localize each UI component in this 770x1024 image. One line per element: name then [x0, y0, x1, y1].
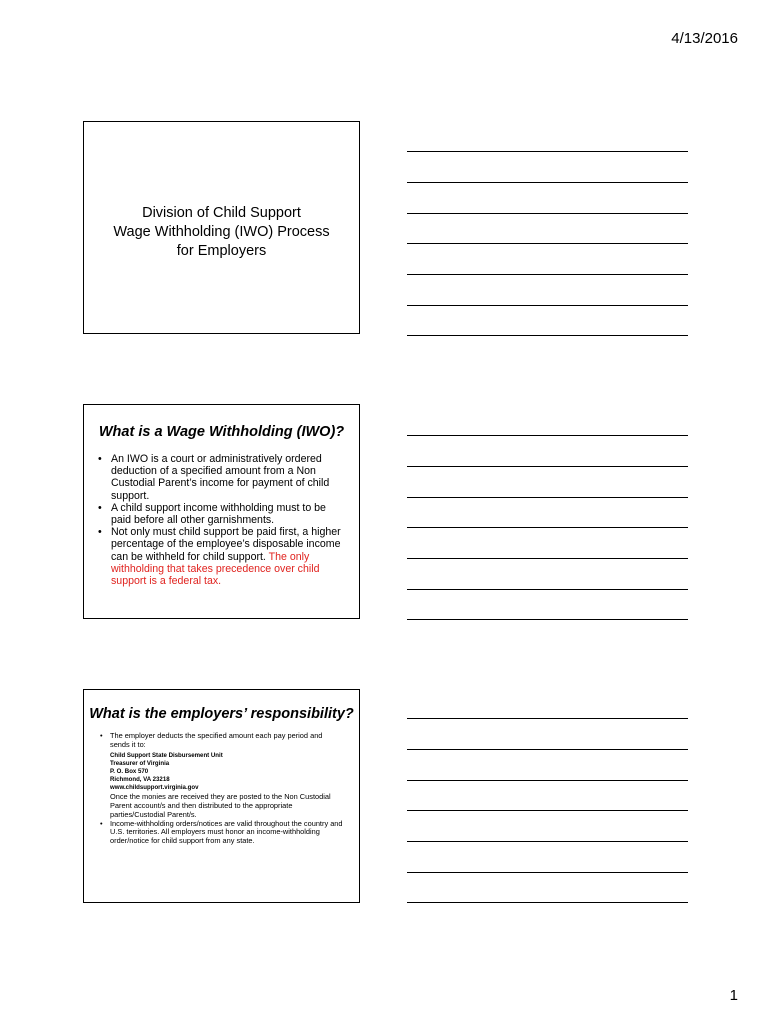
note-line	[407, 213, 688, 214]
bullet-text: An IWO is a court or administratively ordered deduction of a specified amount from a Non Custodial Parent’s income for payment of child support.	[111, 453, 330, 502]
note-line	[407, 810, 688, 811]
slide-1-title-line: Wage Withholding (IWO) Process	[113, 224, 330, 240]
address-line: www.childsupport.virginia.gov	[110, 784, 199, 792]
bullet-icon: •	[98, 453, 102, 465]
list-item	[100, 732, 343, 820]
bullet-text: The employer deducts the specified amount each pay period and sends it to:	[110, 731, 323, 749]
note-line	[407, 305, 688, 306]
mailing-address	[110, 752, 343, 792]
note-line	[407, 182, 688, 183]
note-line	[407, 243, 688, 244]
note-line	[407, 872, 688, 873]
slide-1	[83, 121, 360, 334]
bullet-text: Income-withholding orders/notices are valid throughout the country and U.S. territories. All employers must honor an income-withholding order/notice for child support from any state.	[110, 818, 343, 845]
note-line	[407, 435, 688, 436]
note-line	[407, 718, 688, 719]
bullet-text: Once the monies are received they are posted to the Non Custodial Parent account/s and then distributed to the appropriate parties/Custodial Parent/s.	[110, 792, 331, 819]
note-line	[407, 558, 688, 559]
note-line	[407, 749, 688, 750]
address-line: Child Support State Disbursement Unit	[110, 752, 223, 760]
slide-3-title: What is the employers’ responsibility?	[89, 706, 354, 722]
list-item	[100, 820, 343, 846]
note-line	[407, 619, 688, 620]
note-line	[407, 589, 688, 590]
note-line	[407, 151, 688, 152]
address-line: P. O. Box 570	[110, 768, 149, 776]
note-line	[407, 780, 688, 781]
page-number: 1	[729, 987, 738, 1004]
note-line	[407, 841, 688, 842]
list-item	[98, 453, 343, 502]
bullet-text-highlight: The only withholding that takes precedence over child support is a federal tax.	[111, 550, 320, 588]
slide-1-title-line: Division of Child Support	[142, 205, 301, 221]
bullet-icon: •	[98, 526, 102, 539]
note-line	[407, 466, 688, 467]
bullet-text: A child support income withholding must to be paid before all other garnishments.	[111, 501, 326, 527]
slide-2	[83, 404, 360, 619]
page-date: 4/13/2016	[671, 30, 738, 47]
note-line	[407, 335, 688, 336]
slide-2-title: What is a Wage Withholding (IWO)?	[98, 424, 345, 440]
address-line: Treasurer of Virginia	[110, 760, 170, 768]
bullet-text: Not only must child support be paid first, a higher percentage of the employee’s disposable income can be withheld for child support.	[111, 526, 341, 563]
note-line	[407, 527, 688, 528]
address-line: Richmond, VA 23218	[110, 776, 170, 784]
slide-2-bullet-list	[98, 453, 343, 587]
note-line	[407, 497, 688, 498]
list-item	[98, 526, 343, 587]
note-line	[407, 902, 688, 903]
slide-1-title	[84, 204, 359, 261]
bullet-icon: •	[98, 501, 102, 514]
list-item	[98, 502, 343, 526]
slide-3	[83, 689, 360, 903]
slide-3-bullet-list	[100, 732, 343, 846]
bullet-icon: •	[100, 818, 103, 828]
note-line	[407, 274, 688, 275]
bullet-icon: •	[100, 731, 103, 740]
slide-1-title-line: for Employers	[176, 243, 267, 259]
